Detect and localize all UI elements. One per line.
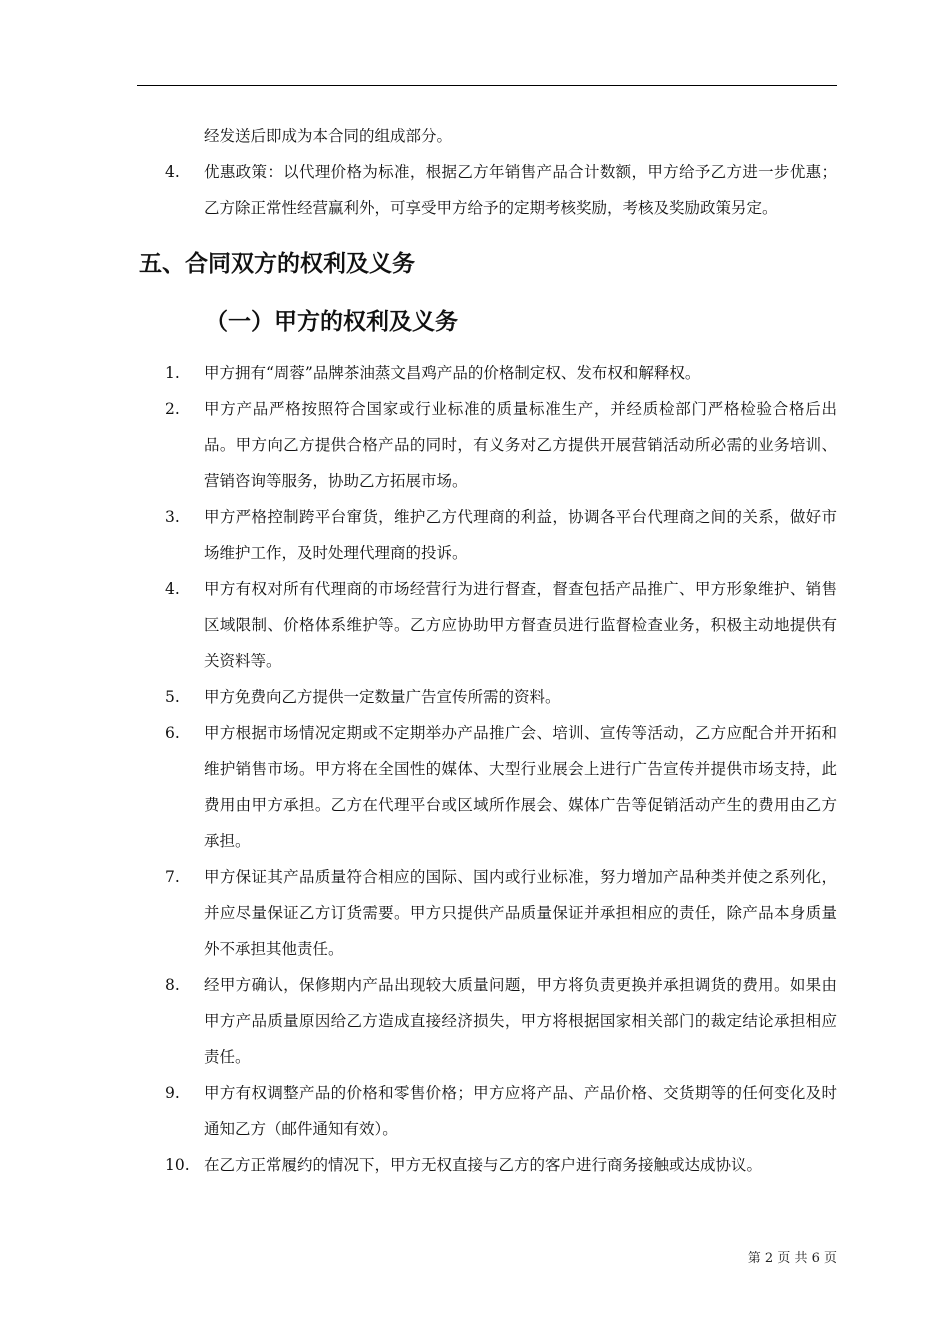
list-item-number: 10. xyxy=(165,1156,190,1174)
list-item xyxy=(137,679,837,715)
page-number-footer: 第 2 页 共 6 页 xyxy=(747,1251,837,1266)
continuation-text: 经发送后即成为本合同的组成部分。 xyxy=(204,127,453,145)
rights-obligations-list xyxy=(137,355,837,1183)
list-item-number: 4. xyxy=(165,163,180,181)
list-item xyxy=(137,1147,837,1183)
list-item-number: 7. xyxy=(165,868,180,886)
header-rule xyxy=(137,85,837,86)
list-item xyxy=(137,571,837,679)
list-item-text: 甲方免费向乙方提供一定数量广告宣传所需的资料。 xyxy=(204,688,561,706)
list-item-text: 甲方拥有“周蓉”品牌茶油蒸文昌鸡产品的价格制定权、发布权和解释权。 xyxy=(204,364,701,382)
list-item xyxy=(137,154,837,226)
list-item-number: 6. xyxy=(165,724,180,742)
list-item-number: 2. xyxy=(165,400,180,418)
list-item xyxy=(137,1075,837,1147)
list-item-number: 4. xyxy=(165,580,180,598)
list-item xyxy=(137,859,837,967)
list-item xyxy=(137,355,837,391)
list-item-text: 甲方有权调整产品的价格和零售价格；甲方应将产品、产品价格、交货期等的任何变化及时通知乙方（邮件通知有效）。 xyxy=(204,1084,837,1138)
list-item-text: 甲方根据市场情况定期或不定期举办产品推广会、培训、宣传等活动，乙方应配合并开拓和维护销售市场。甲方将在全国性的媒体、大型行业展会上进行广告宣传并提供市场支持，此费用由甲方承担。乙方在代理平台或区域所作展会、媒体广告等促销活动产生的费用由乙方承担。 xyxy=(204,724,837,850)
list-item-number: 9. xyxy=(165,1084,180,1102)
list-item-text: 甲方严格控制跨平台窜货，维护乙方代理商的利益，协调各平台代理商之间的关系，做好市场维护工作，及时处理代理商的投诉。 xyxy=(204,508,837,562)
list-item-number: 5. xyxy=(165,688,180,706)
list-item-number: 1. xyxy=(165,364,180,382)
list-item-number: 3. xyxy=(165,508,180,526)
document-body xyxy=(137,118,837,1183)
list-item xyxy=(137,499,837,571)
list-item-number: 8. xyxy=(165,976,180,994)
list-item xyxy=(137,391,837,499)
list-item xyxy=(137,715,837,859)
pre-items-list xyxy=(137,154,837,226)
list-item-text: 优惠政策：以代理价格为标准，根据乙方年销售产品合计数额，甲方给予乙方进一步优惠；乙方除正常性经营赢利外，可享受甲方给予的定期考核奖励，考核及奖励政策另定。 xyxy=(204,163,837,217)
subsection-title: （一）甲方的权利及义务 xyxy=(205,309,458,335)
continuation-paragraph xyxy=(137,118,837,154)
list-item-text: 甲方保证其产品质量符合相应的国际、国内或行业标准，努力增加产品种类并使之系列化，并应尽量保证乙方订货需要。甲方只提供产品质量保证并承担相应的责任，除产品本身质量外不承担其他责任。 xyxy=(204,868,837,958)
list-item-text: 甲方产品严格按照符合国家或行业标准的质量标准生产，并经质检部门严格检验合格后出品。甲方向乙方提供合格产品的同时，有义务对乙方提供开展营销活动所必需的业务培训、营销咨询等服务，协助乙方拓展市场。 xyxy=(204,400,837,490)
list-item-text: 在乙方正常履约的情况下，甲方无权直接与乙方的客户进行商务接触或达成协议。 xyxy=(204,1156,763,1174)
list-item-text: 经甲方确认，保修期内产品出现较大质量问题，甲方将负责更换并承担调货的费用。如果由甲方产品质量原因给乙方造成直接经济损失，甲方将根据国家相关部门的裁定结论承担相应责任。 xyxy=(204,976,837,1066)
section-title: 五、合同双方的权利及义务 xyxy=(139,251,415,277)
list-item xyxy=(137,967,837,1075)
list-item-text: 甲方有权对所有代理商的市场经营行为进行督查，督查包括产品推广、甲方形象维护、销售区域限制、价格体系维护等。乙方应协助甲方督查员进行监督检查业务，积极主动地提供有关资料等。 xyxy=(204,580,837,670)
